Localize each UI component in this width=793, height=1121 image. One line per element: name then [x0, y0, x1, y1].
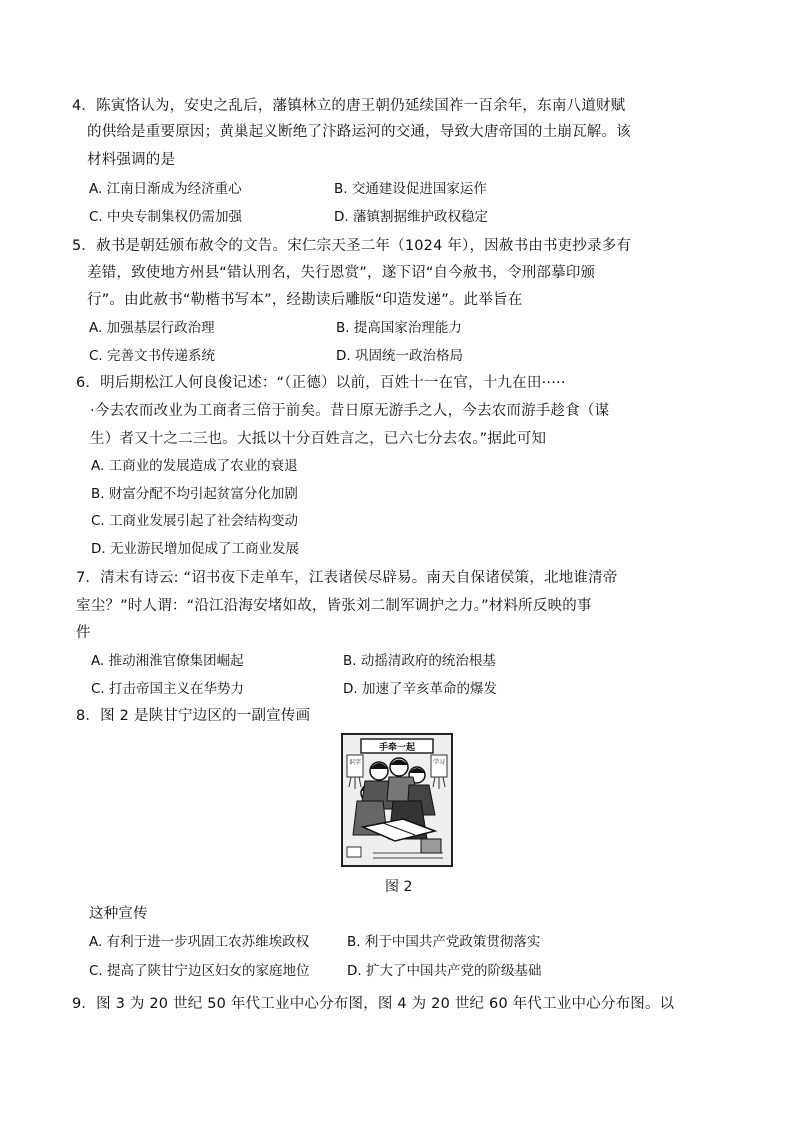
- q8-question-stem: 这种宣传: [89, 906, 148, 922]
- q4-option-d[interactable]: D. 藩镇割据维护政权稳定: [334, 209, 488, 225]
- q6-option-c[interactable]: C. 工商业发展引起了社会结构变动: [91, 513, 299, 529]
- q7-stem-line-1: 7．清末有诗云: “诏书夜下走单车，江表诸侯尽辟易。南天自保诸侯策，北地谁清帝: [76, 570, 618, 586]
- q7-stem-line-2: 室尘？”时人谓：“沿江沿海安堵如故，皆张刘二制军调护之力。”材料所反映的事: [76, 598, 592, 614]
- q5-stem-line-2: 差错，致使地方州县“错认刑名，失行恩赏”，遂下诏“自今赦书，令刑部摹印颁: [87, 265, 596, 281]
- q4-option-c[interactable]: C. 中央专制集权仍需加强: [89, 209, 243, 225]
- q9-stem-line-1: 9．图 3 为 20 世纪 50 年代工业中心分布图，图 4 为 20 世纪 60 年代工业中心分布图。以: [72, 996, 675, 1012]
- q4-stem-line-1: 4．陈寅恪认为，安史之乱后，藩镇林立的唐王朝仍延续国祚一百余年，东南八道财赋: [72, 98, 626, 114]
- q8-option-b[interactable]: B. 利于中国共产党政策贯彻落实: [347, 934, 541, 950]
- q5-option-d[interactable]: D. 巩固统一政治格局: [336, 348, 463, 364]
- propaganda-poster-image: [341, 733, 453, 867]
- q6-stem-line-1: 6．明后期松江人何良俊记述：“（正德）以前，百姓十一在官，十九在田·····: [76, 375, 566, 391]
- poster-right-sign: 学习: [432, 759, 446, 766]
- q6-option-a[interactable]: A. 工商业的发展造成了农业的衰退: [91, 458, 298, 474]
- q8-option-a[interactable]: A. 有利于进一步巩固工农苏维埃政权: [89, 934, 310, 950]
- q5-option-a[interactable]: A. 加强基层行政治理: [89, 320, 215, 336]
- q4-option-a[interactable]: A. 江南日渐成为经济重心: [89, 181, 242, 197]
- figure-caption: 图 2: [385, 879, 413, 895]
- poster-left-sign: 识字: [348, 759, 362, 766]
- q4-stem-line-2: 的供给是重要原因；黄巢起义断绝了汴路运河的交通，导致大唐帝国的土崩瓦解。该: [87, 124, 631, 140]
- q7-option-d[interactable]: D. 加速了辛亥革命的爆发: [343, 681, 497, 697]
- q4-stem-line-3: 材料强调的是: [87, 152, 176, 168]
- q7-option-b[interactable]: B. 动摇清政府的统治根基: [343, 653, 496, 669]
- q6-stem-line-3: 生）者又十之二三也。大抵以十分百姓言之，已六七分去农。”据此可知: [90, 431, 547, 447]
- q8-stem-line: 8．图 2 是陕甘宁边区的一副宣传画: [76, 708, 311, 724]
- q7-option-c[interactable]: C. 打击帝国主义在华势力: [91, 681, 245, 697]
- poster-illustration: [343, 735, 451, 865]
- q7-option-a[interactable]: A. 推动湘淮官僚集团崛起: [91, 653, 244, 669]
- q6-option-b[interactable]: B. 财富分配不均引起贫富分化加剧: [91, 486, 298, 502]
- q6-option-d[interactable]: D. 无业游民增加促成了工商业发展: [91, 541, 299, 557]
- q5-stem-line-1: 5．赦书是朝廷颁布赦令的文告。宋仁宗天圣二年（1024 年），因赦书由书吏抄录多有: [72, 238, 632, 254]
- q7-stem-line-3: 件: [76, 625, 91, 641]
- q6-stem-line-2: ·今去农而改业为工商者三倍于前矣。昔日原无游手之人，今去农而游手趁食（谋: [90, 403, 610, 419]
- q5-option-b[interactable]: B. 提高国家治理能力: [336, 320, 462, 336]
- q5-stem-line-3: 行”。由此赦书“勒楷书写本”，经勘读后雕版“印造发递”。此举旨在: [87, 292, 523, 308]
- q8-option-d[interactable]: D. 扩大了中国共产党的阶级基础: [347, 963, 542, 979]
- q4-option-b[interactable]: B. 交通建设促进国家运作: [334, 181, 487, 197]
- poster-banner-text: 手牵一起: [378, 743, 416, 753]
- q5-option-c[interactable]: C. 完善文书传递系统: [89, 348, 216, 364]
- q8-option-c[interactable]: C. 提高了陕甘宁边区妇女的家庭地位: [89, 963, 310, 979]
